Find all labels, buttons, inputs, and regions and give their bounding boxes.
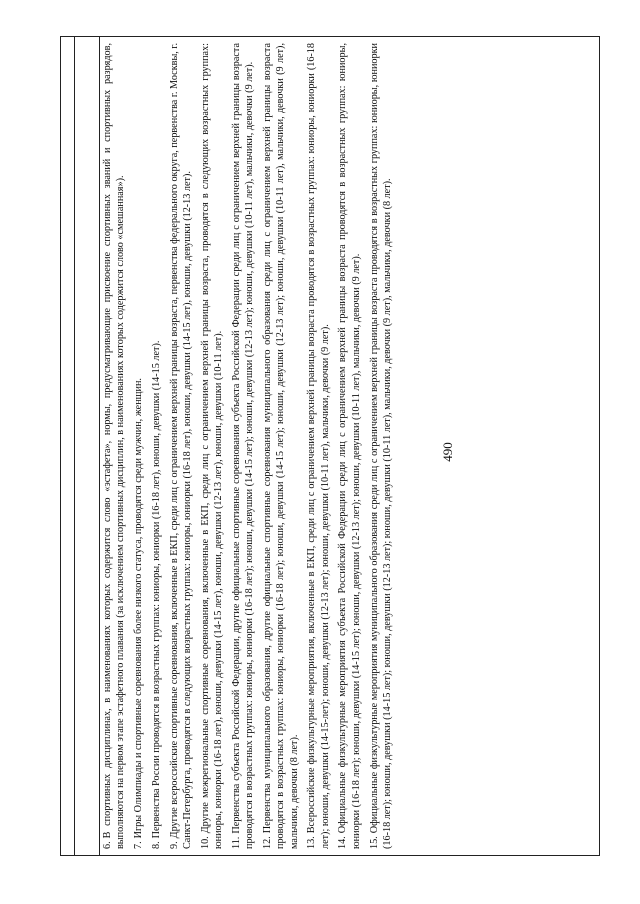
note-number: 7. bbox=[133, 841, 145, 849]
note-number: 11. bbox=[230, 836, 242, 849]
table-column-line bbox=[74, 37, 75, 855]
page-number: 490 bbox=[440, 442, 455, 462]
note-text: Игры Олимпиады и спортивные соревнования более низкого статуса, проводятся среди мужчин, женщин. bbox=[133, 378, 145, 839]
note-number: 8. bbox=[150, 841, 162, 849]
notes-cell bbox=[101, 43, 595, 849]
note-text: Первенства муниципального образования, другие официальные спортивные соревнования муниципального образования среди лиц с ограничением верхней границы возраста проводятся в возрастных группах: юниоры, юниорки (16-18 лет); юноши, девушки (14-15 лет); юноши, девушки (12-13 лет); юноши, девушки (10-11 лет), мальчики, девочки (9 лет), мальчики, девочки (8 лет). bbox=[261, 43, 300, 849]
note-number: 14. bbox=[337, 836, 349, 849]
note-text: Другие всероссийские спортивные соревнования, включенные в ЕКП, среди лиц с ограничением верхней границы возраста, первенства федерального округа, первенства г. Москвы, г. Санкт-Петербурга, проводятся в следующих возрастных группах: юниоры, юниорки (16-18 лет), юноши, девушки (14-15 лет), юноши, девушки (12-13 лет). bbox=[168, 43, 193, 849]
note-number: 9. bbox=[168, 841, 180, 849]
note-text: В спортивных дисциплинах, в наименованиях которых содержится слово «эстафета», нормы, предусматривающие присвоение спортивных званий и спортивных разрядов, выполняются на первом этапе эстафетного плавания (за исключением спортивных дисциплин, в наименованиях которых содержится слово «смешанная»). bbox=[102, 43, 127, 849]
note-number: 12. bbox=[261, 836, 273, 849]
table-column-line bbox=[99, 37, 100, 855]
note-item bbox=[230, 43, 257, 849]
note-text: Всероссийские физкультурные мероприятия, включенные в ЕКП, среди лиц с ограничением верхней границы возраста проводятся в возрастных группах: юниоры, юниорки (16-18 лет); юноши, девушки (14-15-лет); юноши, девушки (12-13 лет); юноши, девушки (10-11 лет), мальчики, девочки (9 лет). bbox=[306, 43, 331, 849]
note-number: 13. bbox=[306, 836, 318, 849]
note-item bbox=[150, 43, 163, 849]
note-text: Другие межрегиональные спортивные соревнования, включенные в ЕКП, среди лиц с ограничением верхней границы возраста, проводятся в следующих возрастных группах: юниоры, юниорки (16-18 лет), юноши, девушки (14-15 лет), юноши, девушки (12-13 лет), юноши, девушки (10-11 лет). bbox=[199, 43, 225, 849]
note-text: Первенства России проводятся в возрастных группах: юниоры, юниорки (16-18 лет), юноши, девушки (14-15 лет). bbox=[150, 340, 162, 839]
note-number: 15. bbox=[368, 836, 380, 849]
note-text: Официальные физкультурные мероприятия муниципального образования среди лиц с ограничением верхней границы возраста проводятся в возрастных группах: юниоры, юниорки (16-18 лет); юноши, девушки (14-15 лет); юноши, девушки (12-13 лет); юноши, девушки (10-11 лет), мальчики, девочки (9 лет), мальчики, девочки (8 лет). bbox=[368, 43, 393, 849]
note-text: Официальные физкультурные мероприятия субъекта Российской Федерации среди лиц с ограничением верхней границы возраста проводятся в возрастных группах: юниоры, юниорки (16-18 лет); юноши, девушки (14-15 лет); юноши, девушки (12-13 лет); юноши, девушки (10-11 лет), мальчики, девочки (9 лет). bbox=[337, 43, 362, 849]
notes-table bbox=[60, 36, 600, 856]
note-item bbox=[101, 43, 128, 849]
note-item bbox=[336, 43, 363, 849]
note-item bbox=[132, 43, 145, 849]
note-item bbox=[168, 43, 195, 849]
note-item bbox=[199, 43, 226, 849]
note-number: 10. bbox=[199, 836, 211, 849]
note-number: 6. bbox=[102, 841, 113, 849]
note-item bbox=[368, 43, 395, 849]
note-item bbox=[261, 43, 301, 849]
note-item bbox=[305, 43, 332, 849]
note-text: Первенства субъекта Российской Федерации, другие официальные спортивные соревнования субъекта Российской Федерации среди лиц с ограничением верхней границы возраста проводятся в возрастных группах: юниоры, юниорки (16-18 лет); юноши, девушки (14-15 лет); юноши, девушки (12-13 лет); юноши, девушки (10-11 лет), мальчики, девочки (9 лет). bbox=[230, 43, 256, 849]
